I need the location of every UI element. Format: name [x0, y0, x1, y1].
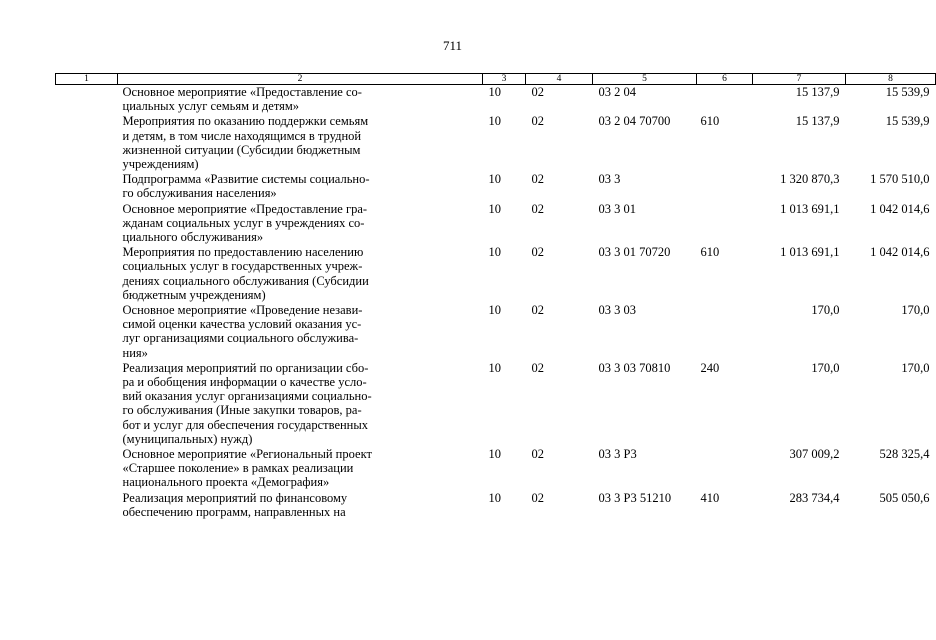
amount-year-2: 15 539,9: [885, 85, 930, 99]
description-line: Подпрограмма «Развитие системы социально-: [122, 172, 370, 187]
section-code: 10: [488, 360, 501, 375]
description-line: жданам социальных услуг в учреждениях со-: [122, 215, 365, 230]
row-number-cell: [56, 303, 118, 361]
row-number-cell: [56, 245, 118, 303]
expense-type-code: [697, 202, 753, 246]
table-row: [56, 114, 936, 172]
target-article-code: 03 3 P3: [598, 447, 637, 462]
header-col-4: 4: [526, 74, 593, 85]
amount-year-1: 170,0: [811, 360, 840, 375]
row-number-cell: [56, 202, 118, 246]
header-col-7: 7: [753, 74, 846, 85]
row-number-cell: [56, 447, 118, 491]
description-line: (муниципальных) нужд): [122, 431, 253, 446]
expense-type-code: 610: [700, 245, 720, 260]
header-col-2: 2: [118, 74, 483, 85]
table-row: [56, 245, 936, 303]
section-code: 10: [488, 85, 501, 99]
expense-type-code: 240: [700, 360, 720, 375]
description-line: учреждениям): [122, 157, 199, 172]
target-article-code: 03 3 P3 51210: [598, 490, 672, 505]
subsection-code: 02: [531, 490, 544, 505]
target-article-code: 03 2 04: [598, 85, 636, 99]
row-number-cell: [56, 491, 118, 520]
description-line: национального проекта «Демография»: [122, 475, 330, 490]
subsection-code: 02: [531, 85, 544, 99]
row-description: [118, 172, 483, 201]
amount-year-1: 170,0: [811, 303, 840, 318]
section-code: 10: [488, 172, 501, 187]
subsection-code: 02: [531, 447, 544, 462]
table-row: [56, 447, 936, 491]
budget-table: [55, 73, 936, 520]
subsection-code: 02: [531, 201, 544, 216]
row-number-cell: [56, 172, 118, 201]
expense-type-code: [697, 172, 753, 201]
amount-year-2: 170,0: [901, 303, 930, 318]
section-code: 10: [488, 490, 501, 505]
row-description: [118, 85, 483, 115]
description-line: го обслуживания населения»: [122, 186, 277, 201]
description-line: Реализация мероприятий по организации сбо-: [122, 360, 369, 375]
row-description: [118, 245, 483, 303]
amount-year-2: 1 570 510,0: [870, 172, 930, 187]
amount-year-2: 1 042 014,6: [870, 245, 930, 260]
amount-year-1: 1 013 691,1: [780, 201, 840, 216]
description-line: Мероприятия по оказанию поддержки семьям: [122, 114, 369, 129]
description-line: го обслуживания (Иные закупки товаров, ра-: [122, 403, 362, 418]
description-line: бюджетным учреждениям): [122, 287, 266, 302]
section-code: 10: [488, 303, 501, 318]
table-body: [56, 85, 936, 521]
amount-year-1: 1 320 870,3: [780, 172, 840, 187]
expense-type-code: 410: [700, 490, 720, 505]
description-line: бот и услуг для обеспечения государственных: [122, 417, 369, 432]
row-number-cell: [56, 85, 118, 115]
description-line: Реализация мероприятий по финансовому: [122, 490, 348, 505]
target-article-code: 03 3 03 70810: [598, 360, 671, 375]
table-row: [56, 172, 936, 201]
description-line: жизненной ситуации (Субсидии бюджетным: [122, 142, 361, 157]
header-col-3: 3: [483, 74, 526, 85]
description-line: циальных услуг семьям и детям»: [122, 99, 300, 114]
target-article-code: 03 2 04 70700: [598, 114, 671, 129]
amount-year-2: 528 325,4: [879, 447, 930, 462]
description-line: Мероприятия по предоставлению населению: [122, 245, 364, 260]
description-line: «Старшее поколение» в рамках реализации: [122, 461, 354, 476]
amount-year-1: 15 137,9: [795, 114, 840, 129]
amount-year-1: 307 009,2: [789, 447, 840, 462]
amount-year-1: 15 137,9: [795, 85, 840, 99]
amount-year-1: 1 013 691,1: [780, 245, 840, 260]
section-code: 10: [488, 447, 501, 462]
table-row: [56, 202, 936, 246]
description-line: и детям, в том числе находящимся в трудной: [122, 128, 362, 143]
subsection-code: 02: [531, 172, 544, 187]
target-article-code: 03 3 03: [598, 303, 636, 318]
expense-type-code: [697, 303, 753, 361]
expense-type-code: [697, 85, 753, 115]
table-header: [56, 74, 936, 85]
amount-year-2: 170,0: [901, 360, 930, 375]
header-col-5: 5: [593, 74, 697, 85]
description-line: ния»: [122, 345, 148, 360]
description-line: социальных услуг в государственных учреж-: [122, 259, 363, 274]
description-line: Основное мероприятие «Предоставление гра-: [122, 201, 368, 216]
expense-type-code: 610: [700, 114, 720, 129]
page-number: 711: [442, 38, 463, 53]
description-line: обеспечению программ, направленных на: [122, 504, 346, 519]
description-line: дениях социального обслуживания (Субсидии: [122, 273, 369, 288]
header-col-6: 6: [697, 74, 753, 85]
amount-year-2: 15 539,9: [885, 114, 930, 129]
section-code: 10: [488, 245, 501, 260]
amount-year-2: 505 050,6: [879, 490, 930, 505]
description-line: ра и обобщения информации о качестве усло-: [122, 375, 367, 390]
row-number-cell: [56, 361, 118, 447]
description-line: симой оценки качества условий оказания ус-: [122, 317, 362, 332]
row-description: [118, 491, 483, 520]
row-description: [118, 114, 483, 172]
row-description: [118, 202, 483, 246]
table-row: [56, 85, 936, 115]
amount-year-1: 283 734,4: [789, 490, 840, 505]
description-line: луг организациями социального обслужива-: [122, 331, 359, 346]
section-code: 10: [488, 114, 501, 129]
row-description: [118, 303, 483, 361]
description-line: циального обслуживания»: [122, 230, 264, 245]
description-line: вий оказания услуг организациями социально-: [122, 389, 372, 404]
table-row: [56, 361, 936, 447]
subsection-code: 02: [531, 360, 544, 375]
subsection-code: 02: [531, 245, 544, 260]
subsection-code: 02: [531, 303, 544, 318]
row-description: [118, 361, 483, 447]
description-line: Основное мероприятие «Предоставление со-: [122, 85, 362, 99]
expense-type-code: [697, 447, 753, 491]
section-code: 10: [488, 201, 501, 216]
target-article-code: 03 3: [598, 172, 621, 187]
description-line: Основное мероприятие «Проведение незави-: [122, 303, 363, 318]
amount-year-2: 1 042 014,6: [870, 201, 930, 216]
header-col-1: 1: [56, 74, 118, 85]
row-description: [118, 447, 483, 491]
table-row: [56, 303, 936, 361]
table-row: [56, 491, 936, 520]
row-number-cell: [56, 114, 118, 172]
target-article-code: 03 3 01 70720: [598, 245, 671, 260]
subsection-code: 02: [531, 114, 544, 129]
header-col-8: 8: [846, 74, 936, 85]
description-line: Основное мероприятие «Региональный проект: [122, 447, 372, 462]
target-article-code: 03 3 01: [598, 201, 636, 216]
header-row: [56, 74, 936, 85]
